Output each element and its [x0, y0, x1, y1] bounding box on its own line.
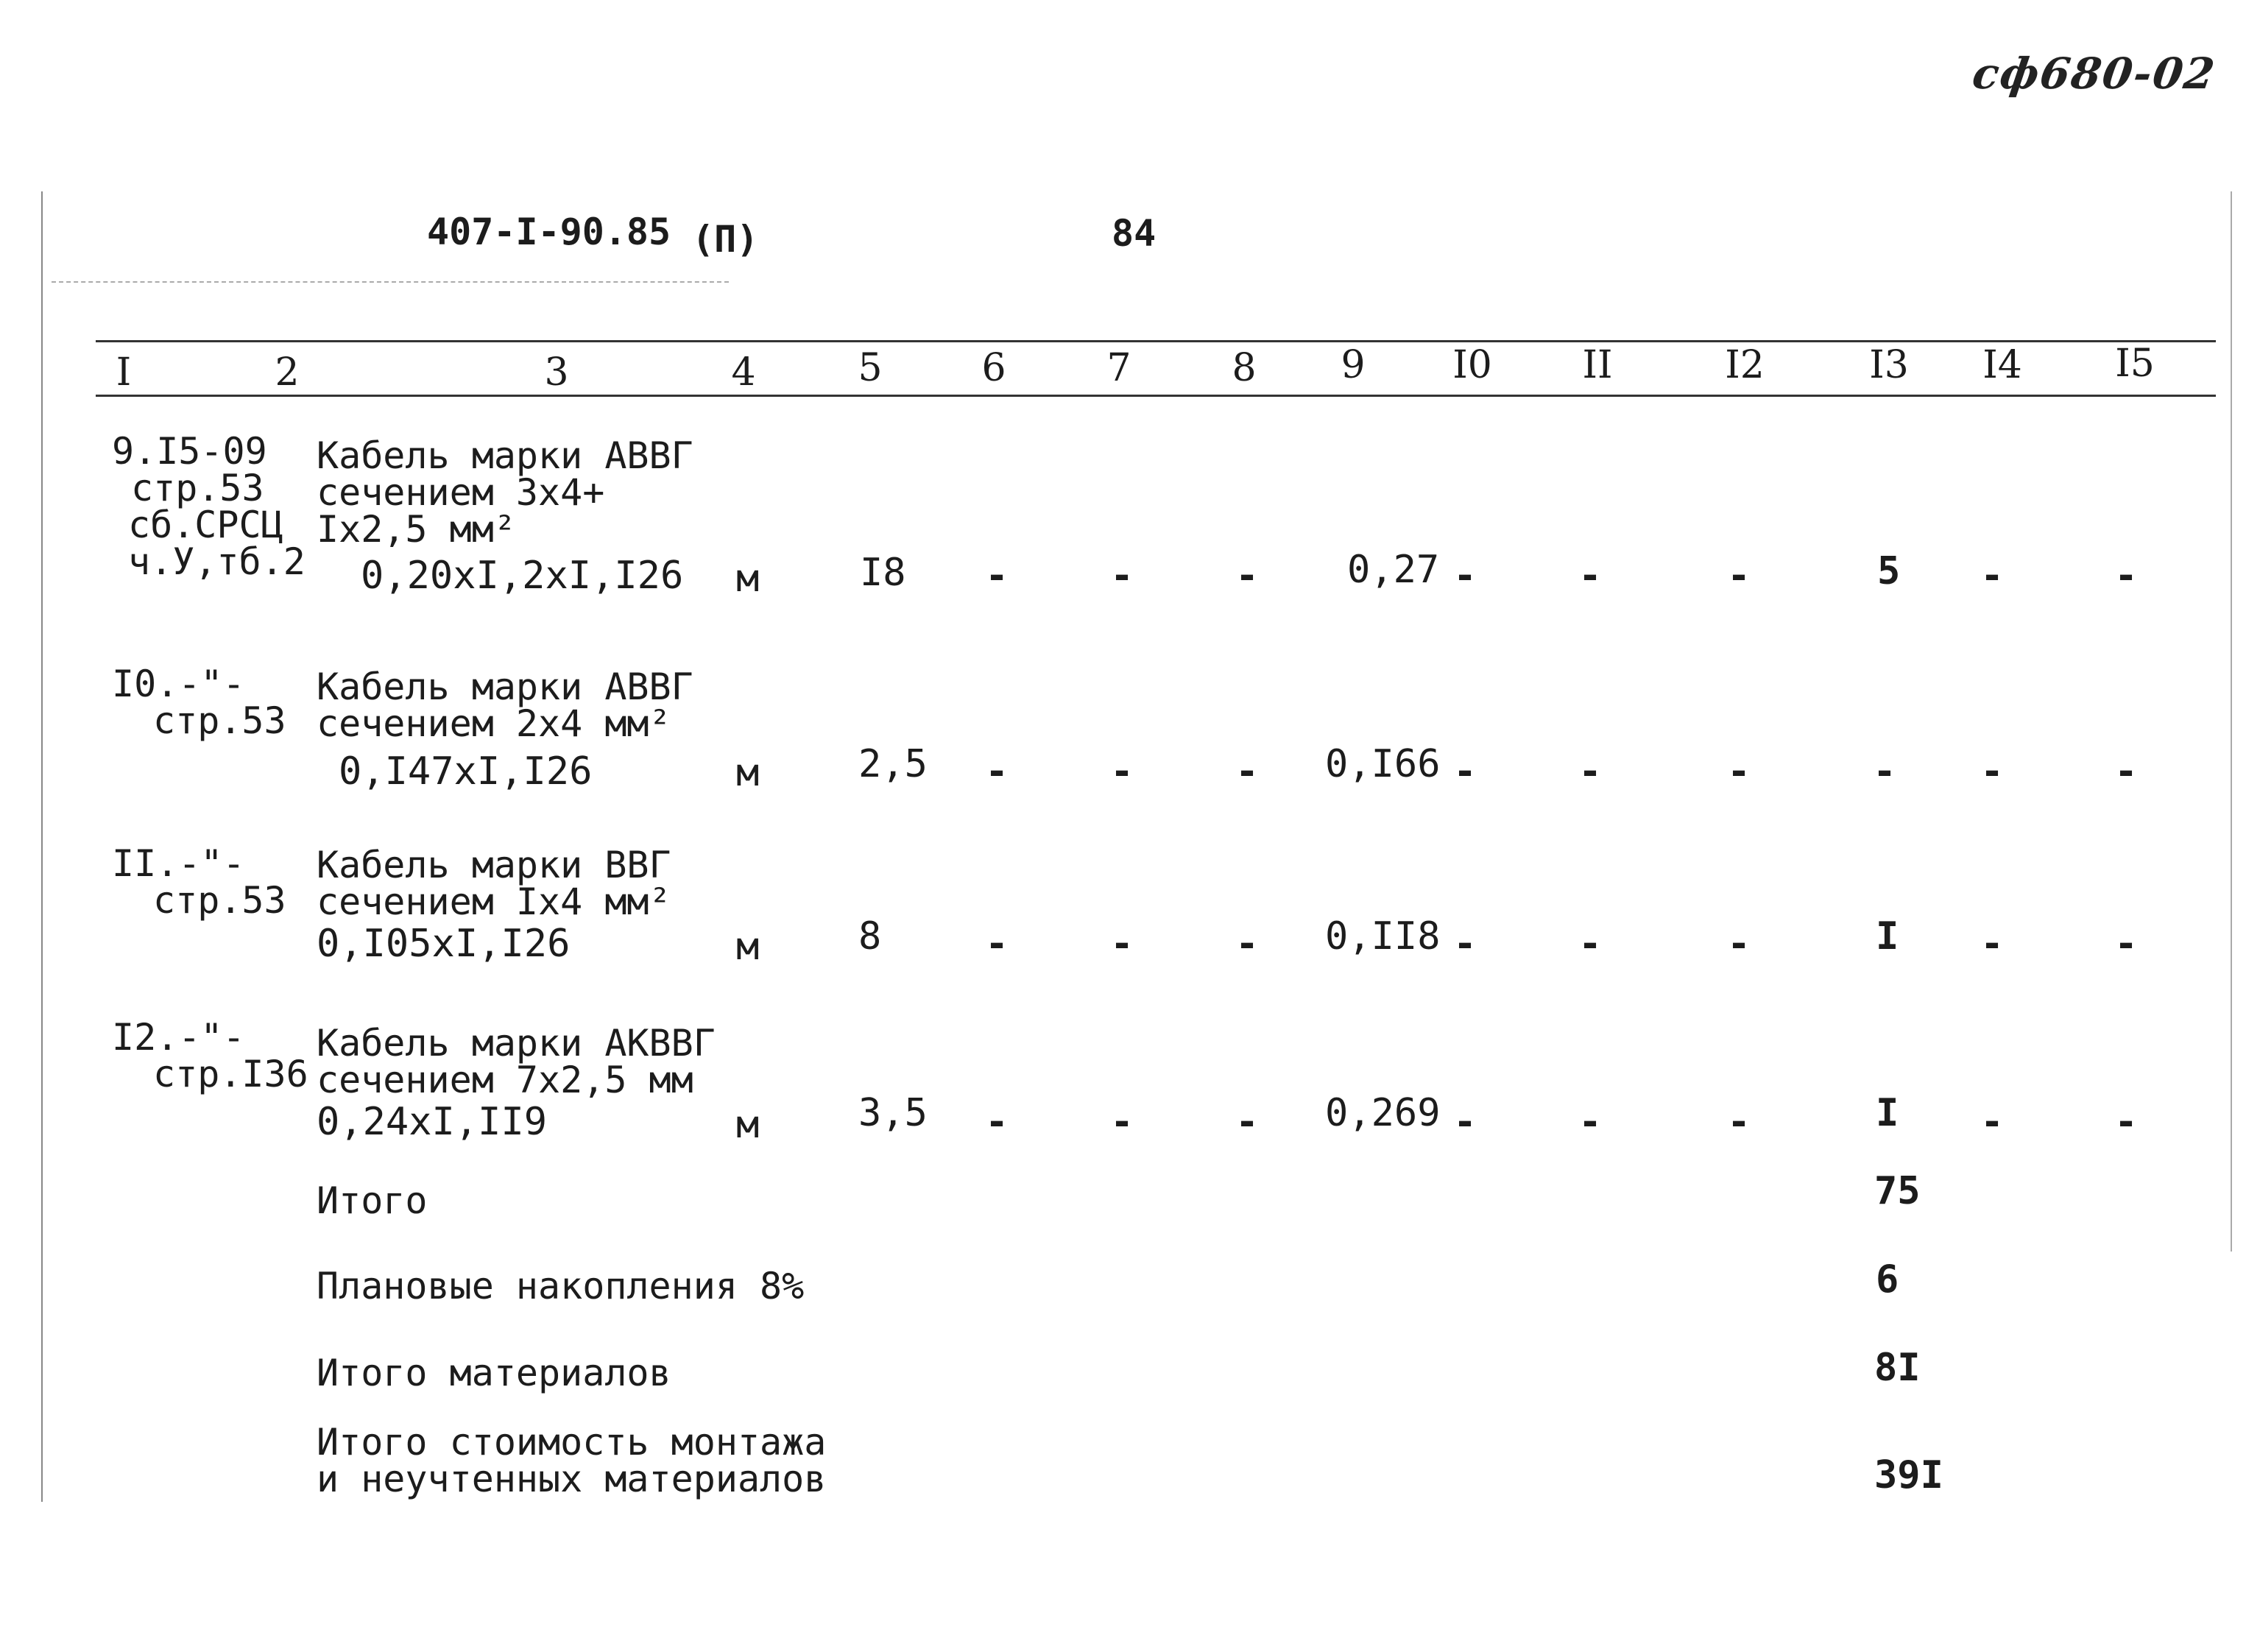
row-col12: - [1727, 1100, 1751, 1144]
row-col6: - [985, 749, 1009, 794]
row-formula: 0,I05хI,I26 [317, 922, 571, 966]
row-col13: I [1876, 914, 1899, 959]
row-col9: 0,269 [1325, 1091, 1441, 1135]
summary-value: 75 [1874, 1169, 1921, 1213]
row-col8: - [1235, 1100, 1259, 1144]
table-top-rule [96, 340, 2216, 342]
row-col6: - [985, 554, 1009, 598]
row-quantity: I8 [860, 551, 906, 595]
row-col12: - [1727, 749, 1751, 794]
row-col10: - [1453, 1100, 1477, 1144]
row-formula: 0,24хI,II9 [317, 1100, 548, 1144]
row-col7: - [1110, 1100, 1134, 1144]
row-col8: - [1235, 749, 1259, 794]
column-number: 9 [1341, 343, 1366, 387]
column-number: I [116, 350, 132, 395]
row-col8: - [1235, 922, 1259, 966]
column-number: 3 [544, 350, 569, 395]
row-col10: - [1453, 749, 1477, 794]
row-col11: - [1578, 1100, 1602, 1144]
row-quantity: 3,5 [858, 1091, 928, 1135]
row-col15: - [2114, 554, 2138, 598]
row-col10: - [1453, 922, 1477, 966]
summary-value: 6 [1876, 1257, 1899, 1302]
row-col8: - [1235, 554, 1259, 598]
summary-label: Итого стоимость монтажа и неучтенных материалов [317, 1421, 827, 1500]
summary-label: Итого материалов [317, 1352, 671, 1394]
column-number: II [1582, 343, 1613, 387]
column-number: I0 [1452, 343, 1492, 387]
column-number: 5 [858, 346, 883, 390]
row-col15: - [2114, 1100, 2138, 1144]
summary-label: Плановые накопления 8% [317, 1265, 805, 1307]
row-description: Кабель марки АВВГ сечением 3х4+ Iх2,5 мм² [317, 434, 693, 551]
row-formula: 0,20хI,2хI,I26 [361, 554, 684, 598]
row-col6: - [985, 1100, 1009, 1144]
summary-value: 8I [1874, 1346, 1921, 1390]
document-code: 407-I-90.85 [427, 211, 671, 253]
corner-archive-mark: сф680-02 [1969, 49, 2220, 99]
row-col9: 0,II8 [1325, 914, 1441, 959]
row-formula: 0,I47хI,I26 [339, 749, 593, 794]
row-col15: - [2114, 749, 2138, 794]
row-col13: I [1876, 1091, 1899, 1135]
column-number: 8 [1232, 346, 1257, 390]
document-suffix: (П) [692, 218, 759, 261]
column-number: I3 [1869, 343, 1909, 387]
row-unit: м [736, 1103, 760, 1147]
row-col9: 0,27 [1347, 548, 1440, 592]
row-description: Кабель марки АВВГ сечением 2х4 мм² [317, 666, 693, 745]
row-quantity: 2,5 [858, 742, 928, 786]
summary-label: Итого [317, 1179, 428, 1222]
row-col15: - [2114, 922, 2138, 966]
row-ref: 9.I5-09 стр.53 сб.СРСЦ ч.У,тб.2 [112, 430, 306, 583]
row-col14: - [1980, 1100, 2004, 1144]
column-number: 4 [731, 350, 756, 395]
column-number: I2 [1725, 343, 1765, 387]
row-description: Кабель марки АКВВГ сечением 7х2,5 мм [317, 1022, 716, 1101]
row-description: Кабель марки ВВГ сечением Iх4 мм² [317, 844, 671, 923]
page-number: 84 [1112, 212, 1157, 255]
left-margin-line [41, 191, 43, 1502]
column-number: 6 [981, 346, 1006, 390]
row-col6: - [985, 922, 1009, 966]
summary-value: 39I [1874, 1453, 1943, 1497]
row-col9: 0,I66 [1325, 742, 1441, 786]
table-header-rule [96, 395, 2216, 397]
row-unit: м [736, 925, 760, 969]
row-col14: - [1980, 554, 2004, 598]
column-number: I4 [1982, 343, 2022, 387]
column-number: 7 [1106, 346, 1131, 390]
row-col10: - [1453, 554, 1477, 598]
row-col13: 5 [1877, 549, 1901, 593]
row-unit: м [736, 557, 760, 601]
row-col11: - [1578, 749, 1602, 794]
row-col13: - [1873, 749, 1896, 794]
row-col12: - [1727, 922, 1751, 966]
row-unit: м [736, 751, 760, 795]
row-col7: - [1110, 749, 1134, 794]
row-quantity: 8 [858, 914, 882, 959]
row-col7: - [1110, 922, 1134, 966]
header-underline [52, 281, 729, 283]
row-ref: I0.-"- стр.53 [112, 663, 286, 742]
row-col14: - [1980, 922, 2004, 966]
column-number: 2 [275, 350, 300, 395]
row-col11: - [1578, 554, 1602, 598]
row-col7: - [1110, 554, 1134, 598]
row-col12: - [1727, 554, 1751, 598]
row-ref: I2.-"- стр.I36 [112, 1016, 308, 1095]
row-ref: II.-"- стр.53 [112, 842, 286, 922]
right-margin-line [2231, 191, 2232, 1252]
row-col11: - [1578, 922, 1602, 966]
column-number: I5 [2115, 342, 2155, 386]
row-col14: - [1980, 749, 2004, 794]
